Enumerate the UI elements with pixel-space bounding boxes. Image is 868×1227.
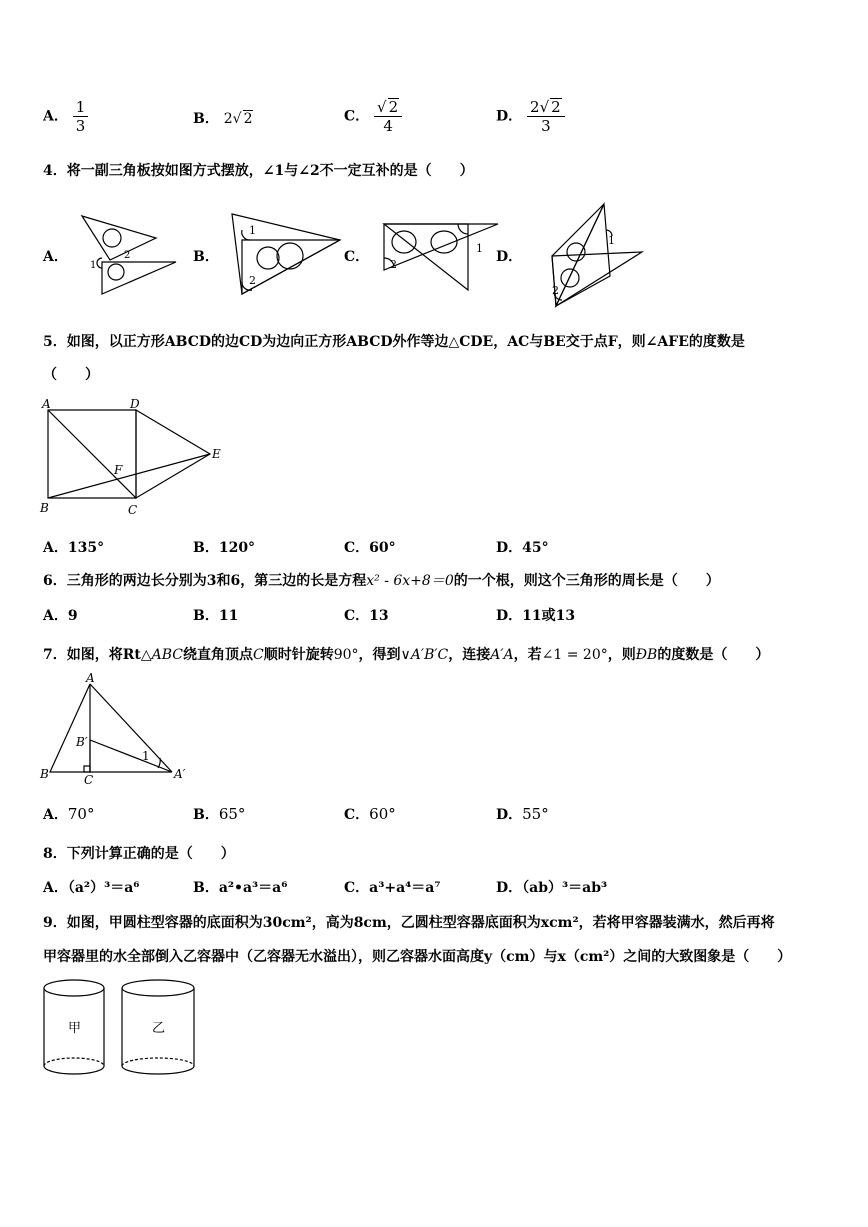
angle-arc: [97, 258, 102, 268]
ruler-hole: [392, 231, 416, 253]
q3-option-c: C． $\frac{√ 2}{4}$: [344, 98, 402, 135]
right-angle-mark: [84, 766, 90, 772]
container-yi-label: 乙: [152, 1021, 166, 1036]
fraction: $\frac{2√ 2}{3}$: [527, 98, 565, 135]
fraction: $\frac{1}{3}$: [73, 98, 89, 135]
q5-option-c: C．60°: [344, 540, 396, 556]
triangle-ruler: [242, 240, 340, 294]
q4-figure-a: [80, 212, 180, 297]
triangle-ruler: [82, 216, 156, 260]
point-a-label: A: [86, 671, 95, 685]
q3-option-d: D． $\frac{2√ 2}{3}$: [496, 98, 565, 135]
point-a-label: A: [42, 397, 51, 411]
q9-stem-line1: 9．如图，甲圆柱型容器的底面积为30cm²，高为8cm，乙圆柱型容器底面积为xcm²，若将甲容器装满水，然后再将: [43, 915, 775, 931]
q5-paren: （ ）: [43, 367, 99, 383]
point-b-label: B: [40, 767, 49, 781]
point-b-label: B: [40, 501, 49, 515]
ruler-hole: [567, 243, 585, 261]
angle-2-label: 2: [249, 274, 256, 287]
angle-2-label: 2: [552, 284, 559, 297]
diagonal-ac: [48, 410, 136, 498]
q4-option-b-label: B．: [193, 249, 219, 265]
q4-figure-d: [546, 200, 656, 310]
q4-option-c-label: C．: [344, 249, 370, 265]
triangle-abc: [50, 684, 90, 772]
fraction: $\frac{√ 2}{4}$: [374, 98, 402, 135]
q5-option-a: A．135°: [43, 540, 105, 556]
point-e-label: E: [212, 447, 221, 461]
triangle-ruler: [102, 262, 176, 294]
angle-arc: [158, 758, 160, 768]
angle-1-label: 1: [476, 242, 483, 255]
cylinder-top: [44, 980, 104, 996]
q5-option-d: D．45°: [496, 540, 549, 556]
q4-option-d-label: D．: [496, 249, 523, 265]
q6-option-a: A．9: [43, 608, 78, 624]
triangle-a1b1c: [90, 740, 172, 772]
triangle-cde: [136, 410, 210, 498]
q7-option-b: B．65°: [193, 805, 246, 823]
q8-option-b: B．a²•a³＝a⁶: [193, 880, 288, 896]
angle-1-label: 1: [249, 224, 256, 237]
q8-option-d: D．（ab）³＝ab³: [496, 880, 608, 896]
ruler-hole: [108, 264, 124, 280]
triangle-ruler: [552, 252, 642, 306]
q6-option-d: D．11或13: [496, 608, 576, 624]
angle-1-label: 1: [90, 260, 97, 271]
cylinder-bottom: [122, 1066, 194, 1074]
ruler-hole: [257, 247, 279, 269]
angle-1-label: 1: [142, 749, 150, 763]
q6-stem: 6．三角形的两边长分别为3和6，第三边的长是方程x² - 6x+8＝0的一个根，则这个三角形的周长是（ ）: [43, 573, 720, 589]
q6-option-c: C．13: [344, 608, 389, 624]
q7-option-c: C．60°: [344, 805, 396, 823]
q7-option-a: A．70°: [43, 805, 95, 823]
q7-figure: [36, 672, 206, 792]
q4-option-a-label: A．: [43, 249, 68, 265]
angle-1-label: 1: [608, 234, 615, 247]
ruler-hole: [103, 229, 121, 247]
ruler-hole: [277, 243, 303, 269]
ruler-hole: [561, 269, 579, 287]
container-jia: [44, 980, 104, 1074]
q4-figure-c: [378, 218, 502, 294]
angle-arc: [458, 224, 468, 234]
equation: x² - 6x+8＝0: [366, 573, 454, 589]
container-yi: [122, 980, 194, 1074]
q4-figure-b: [228, 210, 348, 298]
q5-figure: [36, 396, 236, 520]
angle-2-label: 2: [124, 250, 131, 261]
q8-stem: 8．下列计算正确的是（ ）: [43, 846, 235, 862]
cylinder-bottom: [44, 1066, 104, 1074]
q7-stem: 7．如图，将Rt△ABC绕直角顶点C顺时针旋转90°，得到∨A′B′C，连接A′A，若∠1 = 20°，则ÐB的度数是（ ）: [43, 647, 770, 663]
point-f-label: F: [114, 463, 123, 477]
container-jia-label: 甲: [68, 1021, 82, 1036]
q7-option-d: D．55°: [496, 805, 549, 823]
q3-option-a: A． $\frac{1}{3}$: [43, 98, 88, 135]
point-a1-label: A′: [174, 767, 186, 781]
point-c-label: C: [84, 773, 94, 787]
cylinder-bottom-hidden: [44, 1058, 104, 1066]
q3-option-b: B． 2√ 2: [193, 111, 253, 127]
point-c-label: C: [128, 503, 138, 517]
q5-stem: 5．如图，以正方形ABCD的边CD为边向正方形ABCD外作等边△CDE，AC与BE交于点F，则∠AFE的度数是: [43, 334, 745, 350]
point-b1-label: B′: [76, 735, 88, 749]
q6-option-b: B．11: [193, 608, 239, 624]
cylinder-bottom-hidden: [122, 1058, 194, 1066]
q8-option-a: A．（a²）³＝a⁶: [43, 880, 140, 896]
q9-figure: [40, 976, 200, 1080]
q4-stem: 4．将一副三角板按如图方式摆放，∠1与∠2不一定互补的是（ ）: [43, 163, 474, 179]
point-d-label: D: [130, 397, 140, 411]
q5-option-b: B．120°: [193, 540, 256, 556]
cylinder-top: [122, 980, 194, 996]
q8-option-c: C．a³+a⁴＝a⁷: [344, 880, 441, 896]
angle-2-label: 2: [390, 258, 397, 271]
q9-stem-line2: 甲容器里的水全部倒入乙容器中（乙容器无水溢出），则乙容器水面高度y（cm）与x（cm²）之间的大致图象是（ ）: [43, 949, 792, 965]
